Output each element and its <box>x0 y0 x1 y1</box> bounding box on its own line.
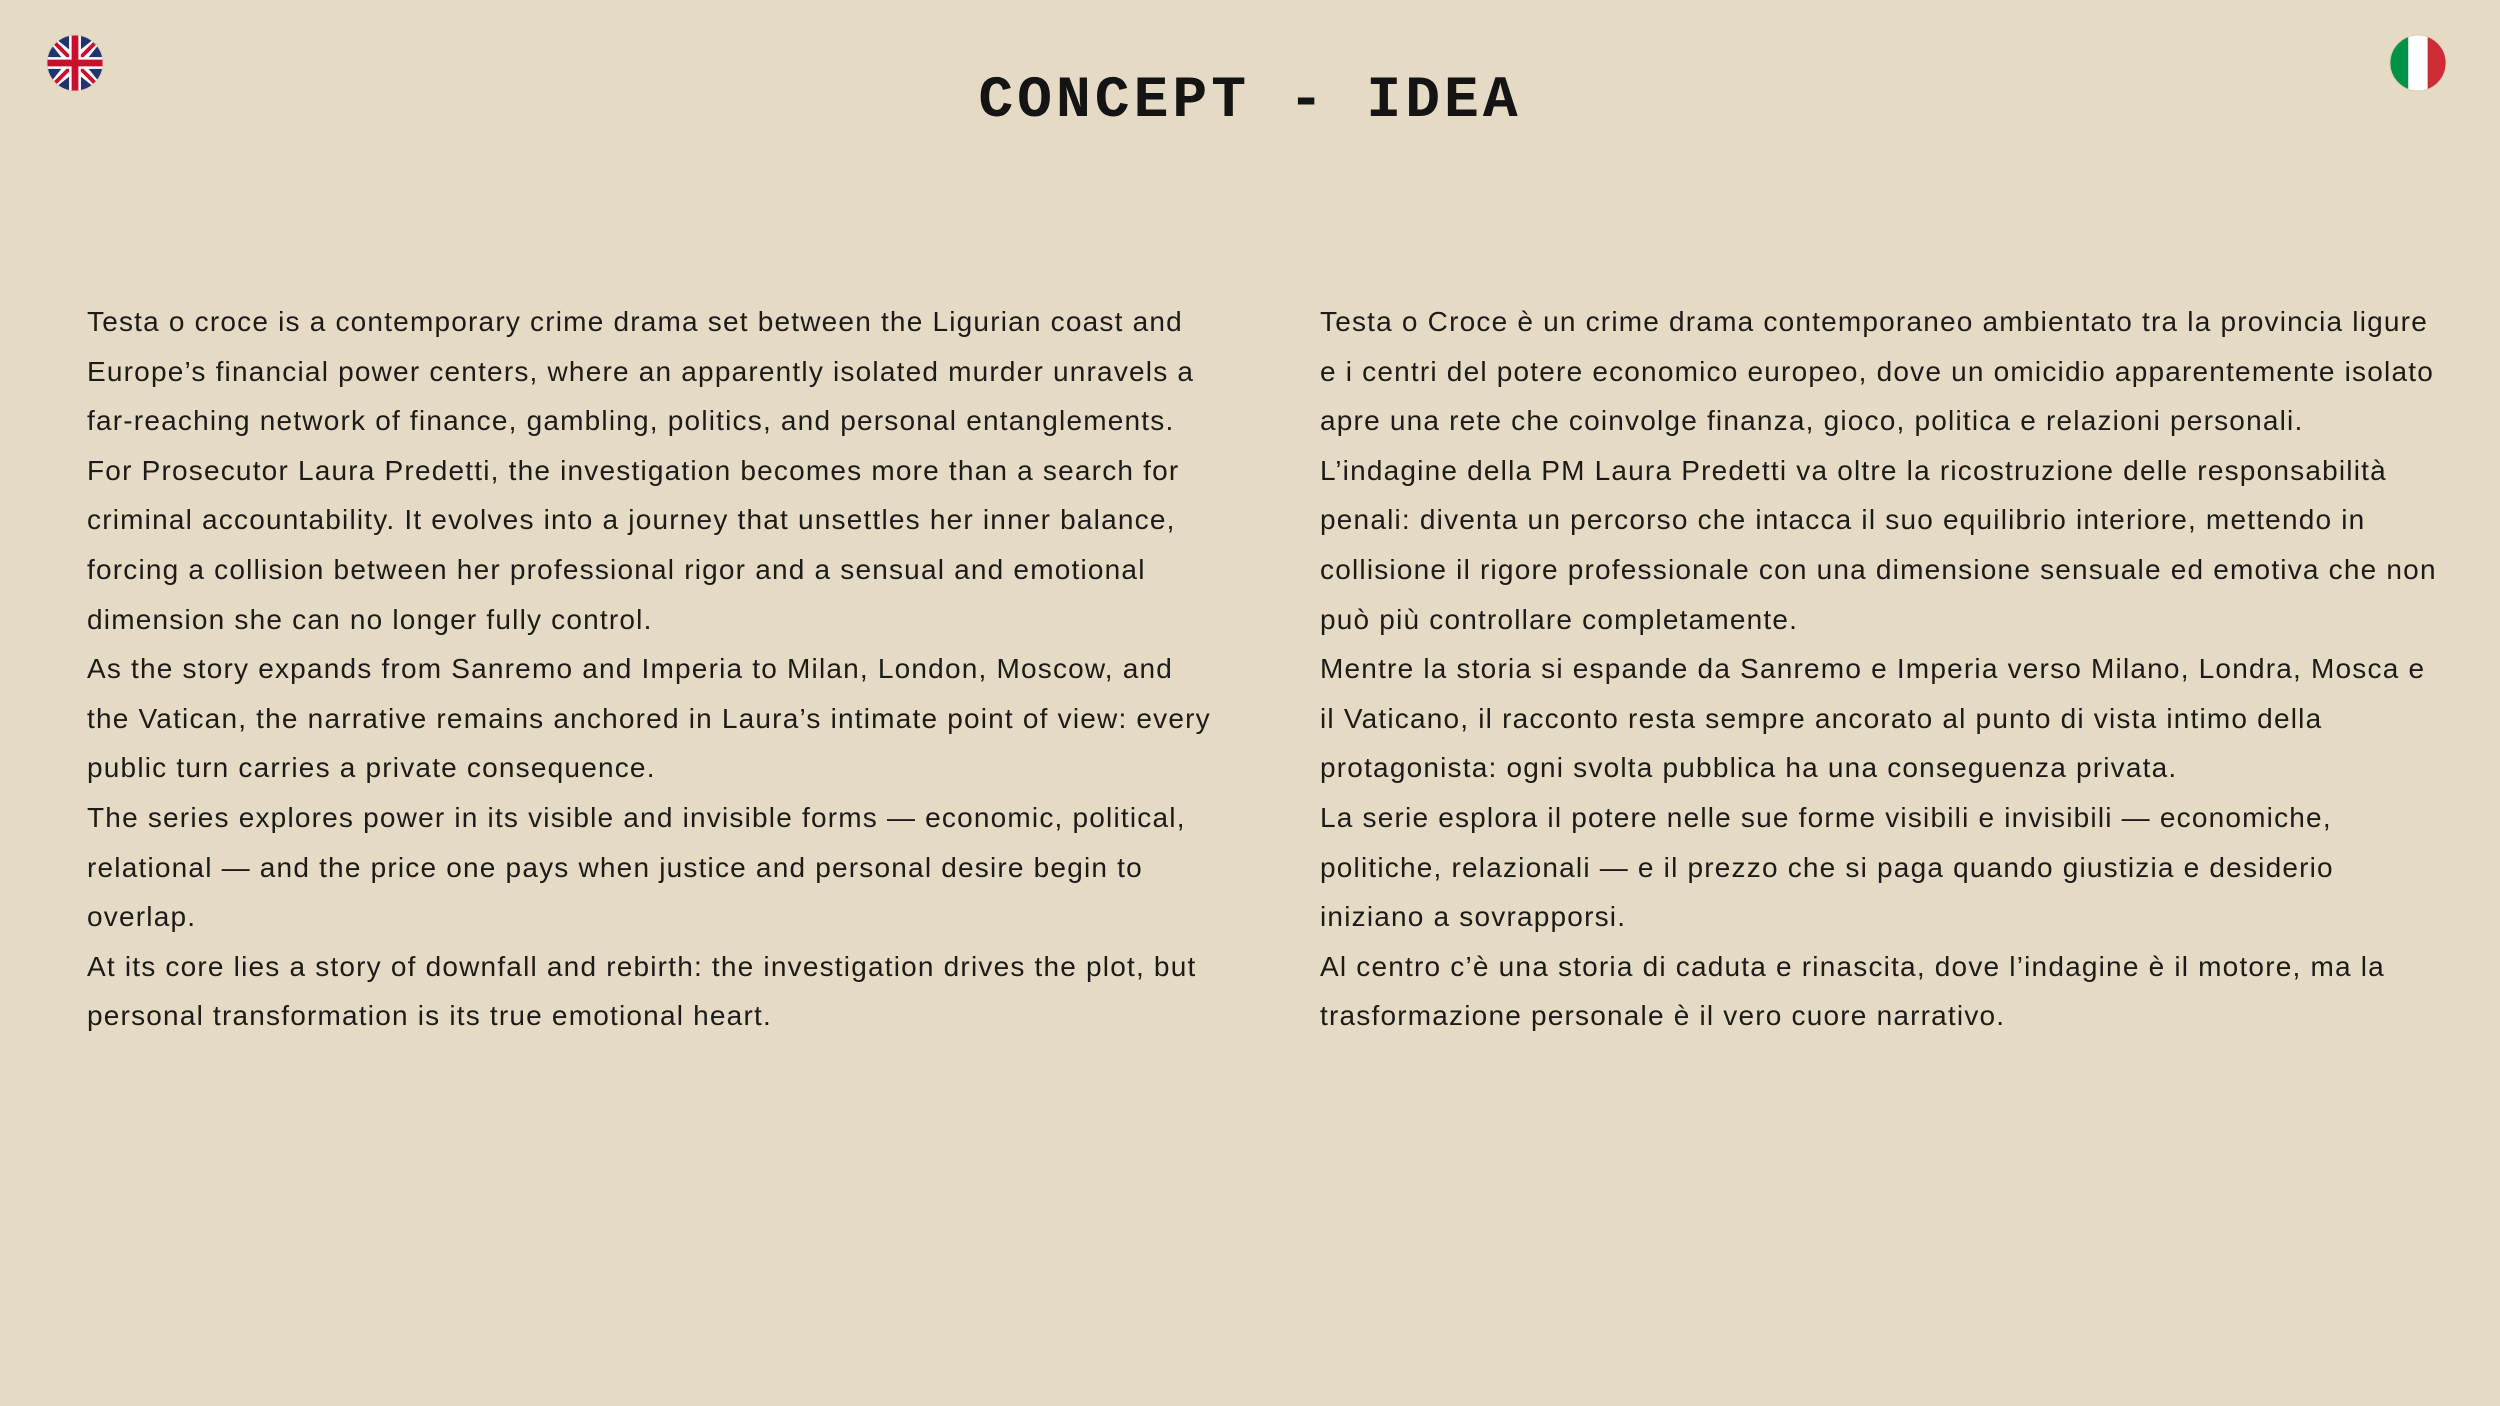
italian-paragraph-4: La serie esplora il potere nelle sue forme visibili e invisibili — economiche, politiche, relazionali — e il prezzo che si paga quando giustizia e desiderio iniziano a sovrapporsi. <box>1320 801 2334 933</box>
english-paragraph-4: The series explores power in its visible and invisible forms — economic, political, relational — and the price one pays when justice and personal desire begin to overlap. <box>87 801 1186 933</box>
italian-paragraph-2: L’indagine della PM Laura Predetti va oltre la ricostruzione delle responsabilità penali: diventa un percorso che intacca il suo equilibrio interiore, mettendo in collisione il rigore professionale con una dimensione sensuale ed emotiva che non può più controllare completamente. <box>1320 454 2437 635</box>
italian-text-column <box>1320 297 2440 1041</box>
english-paragraph-2: For Prosecutor Laura Predetti, the investigation becomes more than a search for criminal accountability. It evolves into a journey that unsettles her inner balance, forcing a collision between her professional rigor and a sensual and emotional dimension she can no longer fully control. <box>87 454 1180 635</box>
english-paragraph-1: Testa o croce is a contemporary crime drama set between the Ligurian coast and Europe’s financial power centers, where an apparently isolated murder unravels a far-reaching network of finance, gambling, politics, and personal entanglements. <box>87 306 1195 437</box>
english-paragraph-3: As the story expands from Sanremo and Imperia to Milan, London, Moscow, and the Vatican, the narrative remains anchored in Laura’s intimate point of view: every public turn carries a private consequence. <box>87 653 1211 784</box>
english-paragraph-5: At its core lies a story of downfall and rebirth: the investigation drives the plot, but personal transformation is its true emotional heart. <box>87 950 1197 1032</box>
italian-paragraph-5: Al centro c’è una storia di caduta e rinascita, dove l’indagine è il motore, ma la trasformazione personale è il vero cuore narrativo. <box>1320 950 2385 1032</box>
english-text-column <box>87 297 1217 1041</box>
italian-paragraph-1: Testa o Croce è un crime drama contemporaneo ambientato tra la provincia ligure e i centri del potere economico europeo, dove un omicidio apparentemente isolato apre una rete che coinvolge finanza, gioco, politica e relazioni personali. <box>1320 306 2434 437</box>
italian-paragraph-3: Mentre la storia si espande da Sanremo e Imperia verso Milano, Londra, Mosca e il Vaticano, il racconto resta sempre ancorato al punto di vista intimo della protagonista: ogni svolta pubblica ha una conseguenza privata. <box>1320 653 2426 784</box>
page-title: CONCEPT - IDEA <box>978 69 1522 134</box>
